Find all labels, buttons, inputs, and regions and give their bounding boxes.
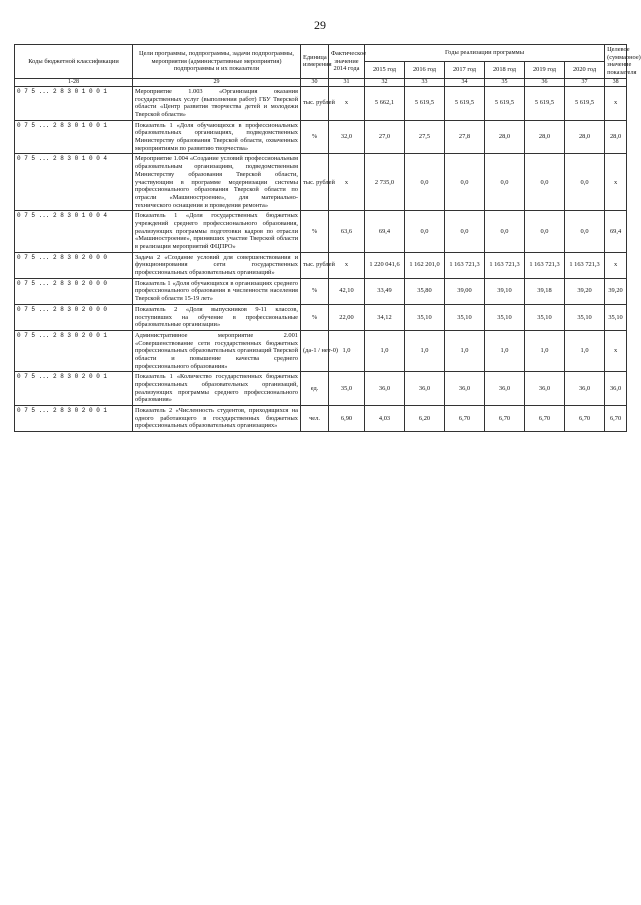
row-value: 69,4 bbox=[365, 211, 405, 252]
row-value: 0,0 bbox=[525, 154, 565, 211]
row-name: Показатель 1 «Доля обучающихся в организациях среднего профессионального образования в численности населения Тверской области 15-19 лет» bbox=[133, 278, 301, 304]
column-index: 33 bbox=[405, 78, 445, 86]
row-name: Показатель 1 «Доля государственных бюджетных учреждений среднего профессионального образования, реализующих программы подготовки кадров по отрасли «Машиностроение», принявших участие Тверской области в реализации мероприятий ФЦПРО» bbox=[133, 211, 301, 252]
row-unit: тыс. рублей bbox=[301, 86, 329, 120]
row-value: 34,12 bbox=[365, 304, 405, 330]
table-row bbox=[15, 406, 627, 432]
row-base: 42,10 bbox=[329, 278, 365, 304]
budget-code: 0 7 5 ... 2 8 3 0 2 0 0 0 bbox=[15, 278, 133, 304]
row-name: Мероприятие 1.004 «Создание условий профессиональным образовательным организациям, подведомственным Министерству образования Тверской области, участвующим в программе модернизации системы профессионального образования Тверской области по отрасли «Машиностроение», для материально-технического оснащения и проведения ремонта» bbox=[133, 154, 301, 211]
row-final: 39,20 bbox=[605, 278, 627, 304]
budget-code: 0 7 5 ... 2 8 3 0 2 0 0 0 bbox=[15, 252, 133, 278]
budget-code: 0 7 5 ... 2 8 3 0 2 0 0 1 bbox=[15, 330, 133, 371]
row-value: 5 619,5 bbox=[485, 86, 525, 120]
row-final: 35,10 bbox=[605, 304, 627, 330]
row-value: 39,18 bbox=[525, 278, 565, 304]
row-final: х bbox=[605, 330, 627, 371]
row-unit: чел. bbox=[301, 406, 329, 432]
row-name: Задача 2 «Создание условий для совершенствования и функционирования сети государственных профессиональных образовательных организаций» bbox=[133, 252, 301, 278]
column-index: 31 bbox=[329, 78, 365, 86]
budget-code: 0 7 5 ... 2 8 3 0 2 0 0 1 bbox=[15, 372, 133, 406]
row-value: 35,80 bbox=[405, 278, 445, 304]
row-value: 36,0 bbox=[365, 372, 405, 406]
row-unit: (да-1 / нет-0) bbox=[301, 330, 329, 371]
column-index: 36 bbox=[525, 78, 565, 86]
row-final: х bbox=[605, 252, 627, 278]
row-base: х bbox=[329, 252, 365, 278]
row-base: 22,00 bbox=[329, 304, 365, 330]
header-unit: Единица измерения bbox=[301, 45, 329, 79]
table-row bbox=[15, 330, 627, 371]
row-value: 1 163 721,3 bbox=[445, 252, 485, 278]
header-name: Цели программы, подпрограммы, задачи подпрограммы, мероприятия (административные мероприятия) подпрограммы и их показатели bbox=[133, 45, 301, 79]
row-name: Мероприятие 1.003 «Организация оказания государственных услуг (выполнения работ) ГБУ Тверской области «Центр развития творчества детей и молодежи Тверской области» bbox=[133, 86, 301, 120]
row-value: 35,10 bbox=[445, 304, 485, 330]
row-value: 1 220 041,6 bbox=[365, 252, 405, 278]
row-value: 0,0 bbox=[405, 154, 445, 211]
row-base: 63,6 bbox=[329, 211, 365, 252]
column-index: 32 bbox=[365, 78, 405, 86]
header-year: 2020 год bbox=[565, 61, 605, 78]
row-value: 35,10 bbox=[565, 304, 605, 330]
row-unit: тыс. рублей bbox=[301, 252, 329, 278]
column-index: 30 bbox=[301, 78, 329, 86]
budget-code: 0 7 5 ... 2 8 3 0 1 0 0 1 bbox=[15, 120, 133, 154]
row-value: 36,0 bbox=[405, 372, 445, 406]
table-row bbox=[15, 304, 627, 330]
budget-code: 0 7 5 ... 2 8 3 0 1 0 0 1 bbox=[15, 86, 133, 120]
row-value: 0,0 bbox=[445, 154, 485, 211]
column-index: 37 bbox=[565, 78, 605, 86]
table-row bbox=[15, 252, 627, 278]
column-index: 29 bbox=[133, 78, 301, 86]
row-final: 36,0 bbox=[605, 372, 627, 406]
table-row bbox=[15, 86, 627, 120]
table-row bbox=[15, 211, 627, 252]
row-value: 0,0 bbox=[485, 154, 525, 211]
row-value: 36,0 bbox=[565, 372, 605, 406]
column-index-row bbox=[15, 78, 627, 86]
row-value: 28,0 bbox=[485, 120, 525, 154]
table-row bbox=[15, 154, 627, 211]
budget-code: 0 7 5 ... 2 8 3 0 2 0 0 0 bbox=[15, 304, 133, 330]
budget-code: 0 7 5 ... 2 8 3 0 2 0 0 1 bbox=[15, 406, 133, 432]
column-index: 38 bbox=[605, 78, 627, 86]
row-value: 1 163 721,3 bbox=[485, 252, 525, 278]
row-value: 1,0 bbox=[565, 330, 605, 371]
table-row bbox=[15, 120, 627, 154]
row-value: 0,0 bbox=[565, 154, 605, 211]
row-value: 28,0 bbox=[525, 120, 565, 154]
column-index: 1-28 bbox=[15, 78, 133, 86]
row-value: 6,20 bbox=[405, 406, 445, 432]
row-name: Административное мероприятие 2.001 «Совершенствование сети государственных бюджетных профессиональных образовательных организаций Тверской области и повышение качества среднего профессионального образования» bbox=[133, 330, 301, 371]
header-year: 2019 год bbox=[525, 61, 565, 78]
row-value: 39,20 bbox=[565, 278, 605, 304]
header-final: Целевое (суммарное) значение показателя bbox=[605, 45, 627, 79]
row-name: Показатель 2 «Доля выпускников 9-11 классов, поступивших на обучение в профессиональные образовательные организации» bbox=[133, 304, 301, 330]
row-base: 1,0 bbox=[329, 330, 365, 371]
row-value: 4,03 bbox=[365, 406, 405, 432]
program-indicators-table bbox=[14, 44, 641, 432]
row-value: 0,0 bbox=[445, 211, 485, 252]
row-unit: тыс. рублей bbox=[301, 154, 329, 211]
row-value: 0,0 bbox=[485, 211, 525, 252]
row-value: 6,70 bbox=[445, 406, 485, 432]
row-value: 1,0 bbox=[365, 330, 405, 371]
row-value: 1,0 bbox=[445, 330, 485, 371]
row-base: 35,0 bbox=[329, 372, 365, 406]
row-final: 28,0 bbox=[605, 120, 627, 154]
budget-code: 0 7 5 ... 2 8 3 0 1 0 0 4 bbox=[15, 211, 133, 252]
header-year: 2018 год bbox=[485, 61, 525, 78]
row-value: 35,10 bbox=[485, 304, 525, 330]
row-value: 1 162 201,0 bbox=[405, 252, 445, 278]
header-base: Фактическое значение 2014 года bbox=[329, 45, 365, 79]
row-value: 5 619,5 bbox=[525, 86, 565, 120]
table-row bbox=[15, 278, 627, 304]
row-value: 5 619,5 bbox=[565, 86, 605, 120]
row-unit: % bbox=[301, 278, 329, 304]
row-unit: % bbox=[301, 304, 329, 330]
row-unit: % bbox=[301, 211, 329, 252]
row-base: х bbox=[329, 154, 365, 211]
row-value: 6,70 bbox=[565, 406, 605, 432]
row-value: 39,00 bbox=[445, 278, 485, 304]
row-value: 35,10 bbox=[405, 304, 445, 330]
row-name: Показатель 2 «Численность студентов, приходящихся на одного работающего в государственных бюджетных профессиональных образовательных организациях» bbox=[133, 406, 301, 432]
row-name: Показатель 1 «Количество государственных бюджетных профессиональных образовательных организаций, реализующих программы среднего профессионального образования» bbox=[133, 372, 301, 406]
column-index: 35 bbox=[485, 78, 525, 86]
row-name: Показатель 1 «Доля обучающихся в профессиональных образовательных организациях, подведомственных Министерству образования Тверской области, охваченных мероприятиями по развитию творчества» bbox=[133, 120, 301, 154]
row-value: 36,0 bbox=[525, 372, 565, 406]
header-year: 2015 год bbox=[365, 61, 405, 78]
row-value: 27,0 bbox=[365, 120, 405, 154]
row-value: 1 163 721,3 bbox=[565, 252, 605, 278]
row-value: 27,8 bbox=[445, 120, 485, 154]
row-value: 36,0 bbox=[445, 372, 485, 406]
table-row bbox=[15, 372, 627, 406]
row-value: 0,0 bbox=[565, 211, 605, 252]
row-base: 6,90 bbox=[329, 406, 365, 432]
page-number: 29 bbox=[314, 18, 326, 32]
row-value: 1,0 bbox=[405, 330, 445, 371]
header-year: 2017 год bbox=[445, 61, 485, 78]
row-value: 39,10 bbox=[485, 278, 525, 304]
row-final: 69,4 bbox=[605, 211, 627, 252]
row-value: 0,0 bbox=[405, 211, 445, 252]
row-value: 6,70 bbox=[485, 406, 525, 432]
row-value: 5 619,5 bbox=[445, 86, 485, 120]
row-unit: ед. bbox=[301, 372, 329, 406]
row-value: 36,0 bbox=[485, 372, 525, 406]
row-base: 32,0 bbox=[329, 120, 365, 154]
row-value: 0,0 bbox=[525, 211, 565, 252]
row-value: 5 662,1 bbox=[365, 86, 405, 120]
row-unit: % bbox=[301, 120, 329, 154]
row-value: 27,5 bbox=[405, 120, 445, 154]
header-codes: Коды бюджетной классификации bbox=[15, 45, 133, 79]
row-value: 1 163 721,3 bbox=[525, 252, 565, 278]
row-value: 6,70 bbox=[525, 406, 565, 432]
row-final: 6,70 bbox=[605, 406, 627, 432]
row-value: 5 619,5 bbox=[405, 86, 445, 120]
row-value: 1,0 bbox=[485, 330, 525, 371]
row-value: 28,0 bbox=[565, 120, 605, 154]
row-final: х bbox=[605, 86, 627, 120]
header-year: 2016 год bbox=[405, 61, 445, 78]
row-value: 35,10 bbox=[525, 304, 565, 330]
row-final: х bbox=[605, 154, 627, 211]
row-value: 33,49 bbox=[365, 278, 405, 304]
header-period: Годы реализации программы bbox=[365, 45, 605, 62]
budget-code: 0 7 5 ... 2 8 3 0 1 0 0 4 bbox=[15, 154, 133, 211]
row-base: х bbox=[329, 86, 365, 120]
row-value: 1,0 bbox=[525, 330, 565, 371]
column-index: 34 bbox=[445, 78, 485, 86]
row-value: 2 735,0 bbox=[365, 154, 405, 211]
